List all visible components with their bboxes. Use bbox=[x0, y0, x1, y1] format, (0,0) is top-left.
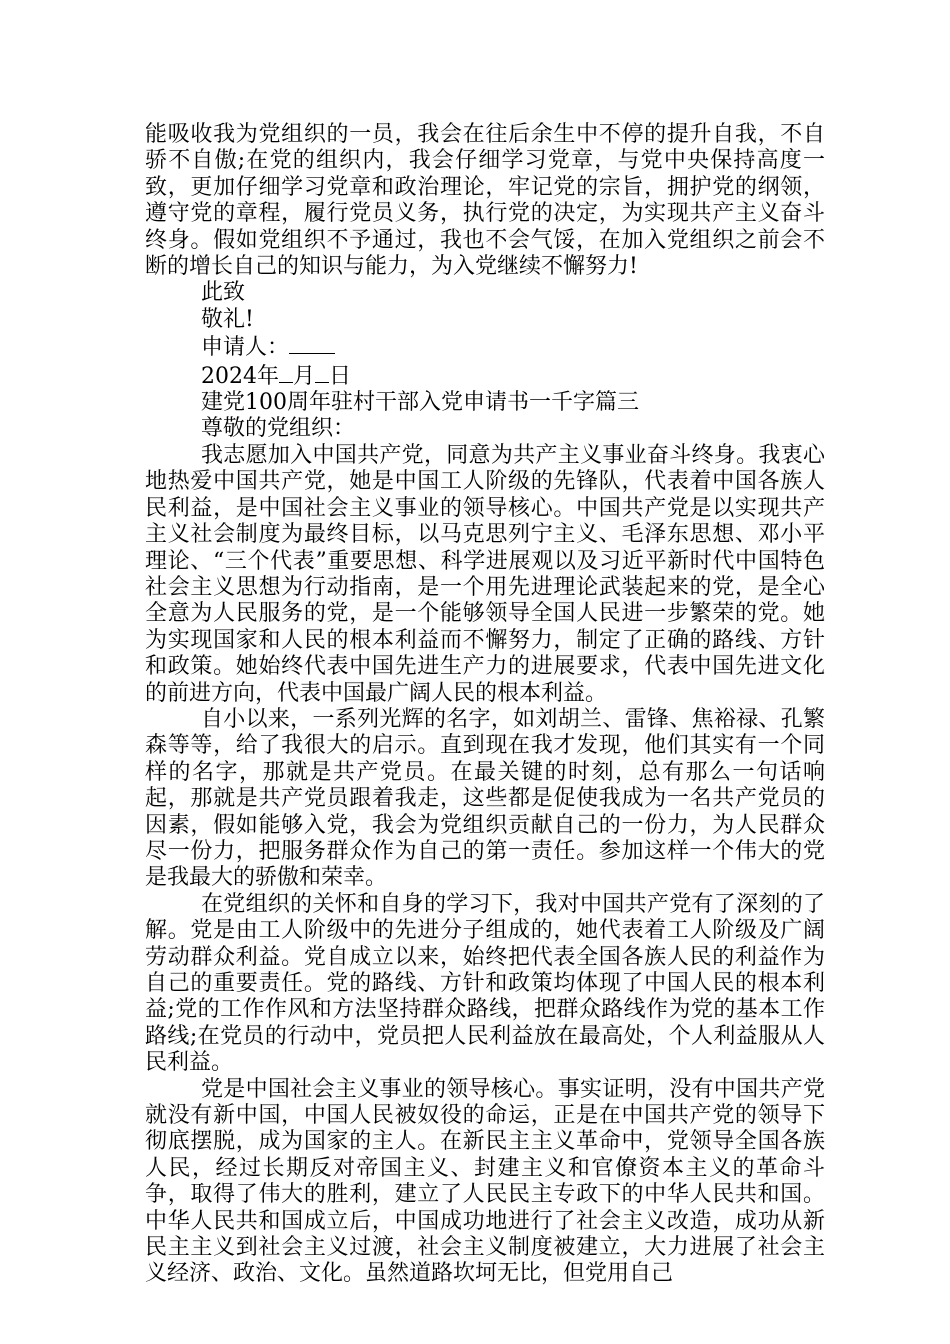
body-paragraph: 在党组织的关怀和自身的学习下，我对中国共产党有了深刻的了解。党是由工人阶级中的先进分子组成的，她代表着工人阶级及广阔劳动群众利益。党自成立以来，始终把代表全国各族人民的利益作为自己的重要责任。党的路线、方针和政策均体现了中国人民的根本利益;党的工作作风和方法坚持群众路线，把群众路线作为党的基本工作路线;在党员的行动中，党员把人民利益放在最高处，个人利益服从人民利益。 bbox=[145, 891, 825, 1076]
document-page bbox=[145, 122, 825, 1288]
salute-line: 敬礼! bbox=[201, 306, 254, 332]
applicant-blank bbox=[289, 333, 335, 354]
body-paragraph: 党是中国社会主义事业的领导核心。事实证明，没有中国共产党就没有新中国，中国人民被奴役的命运，正是在中国共产党的领导下彻底摆脱，成为国家的主人。在新民主主义革命中，党领导全国各族人民，经过长期反对帝国主义、封建主义和官僚资本主义的革命斗争，取得了伟大的胜利，建立了人民民主专政下的中华人民共和国。中华人民共和国成立后，中国成功地进行了社会主义改造，成功从新民主主义到社会主义过渡，社会主义制度被建立，大力进展了社会主义经济、政治、文化。虽然道路坎坷无比，但党用自己 bbox=[145, 1076, 825, 1287]
section-title: 建党100周年驻村干部入党申请书一千字篇三 bbox=[201, 390, 639, 416]
date-day: 日 bbox=[329, 363, 352, 389]
closing-line: 此致 bbox=[201, 280, 246, 306]
body-paragraph: 我志愿加入中国共产党，同意为共产主义事业奋斗终身。我衷心地热爱中国共产党，她是中国工人阶级的先锋队，代表着中国各族人民利益，是中国社会主义事业的领导核心。中国共产党是以实现共产主义社会制度为最终目标，以马克思列宁主义、毛泽东思想、邓小平理论、“三个代表”重要思想、科学进展观以及习近平新时代中国特色社会主义思想为行动指南，是一个用先进理论武装起来的党，是全心全意为人民服务的党，是一个能够领导全国人民进一步繁荣的党。她为实现国家和人民的根本利益而不懈努力，制定了正确的路线、方针和政策。她始终代表中国先进生产力的进展要求，代表中国先进文化的前进方向，代表中国最广阔人民的根本利益。 bbox=[145, 442, 825, 706]
date-line bbox=[145, 362, 825, 390]
greeting: 尊敬的党组织： bbox=[201, 416, 356, 442]
body-paragraph: 自小以来，一系列光辉的名字，如刘胡兰、雷锋、焦裕禄、孔繁森等等，给了我很大的启示。直到现在我才发现，他们其实有一个同样的名字，那就是共产党员。在最关键的时刻，总有那么一句话响起，那就是共产党员跟着我走，这些都是促使我成为一名共产党员的因素，假如能够入党，我会为党组织贡献自己的一份力，为人民群众尽一份力，把服务群众作为自己的第一责任。参加这样一个伟大的党是我最大的骄傲和荣幸。 bbox=[145, 706, 825, 891]
opening-paragraph: 能吸收我为党组织的一员，我会在往后余生中不停的提升自我，不自骄不自傲;在党的组织内，我会仔细学习党章，与党中央保持高度一致，更加仔细学习党章和政治理论，牢记党的宗旨，拥护党的纲领，遵守党的章程，履行党员义务，执行党的决定，为实现共产主义奋斗终身。假如党组织不予通过，我也不会气馁，在加入党组织之前会不断的增长自己的知识与能力，为入党继续不懈努力! bbox=[145, 122, 825, 280]
month-blank bbox=[279, 362, 293, 383]
applicant-line bbox=[145, 333, 825, 361]
applicant-label: 申请人： bbox=[201, 335, 290, 361]
date-year: 2024年 bbox=[201, 363, 279, 389]
date-month: 月 bbox=[293, 363, 316, 389]
day-blank bbox=[315, 362, 329, 383]
